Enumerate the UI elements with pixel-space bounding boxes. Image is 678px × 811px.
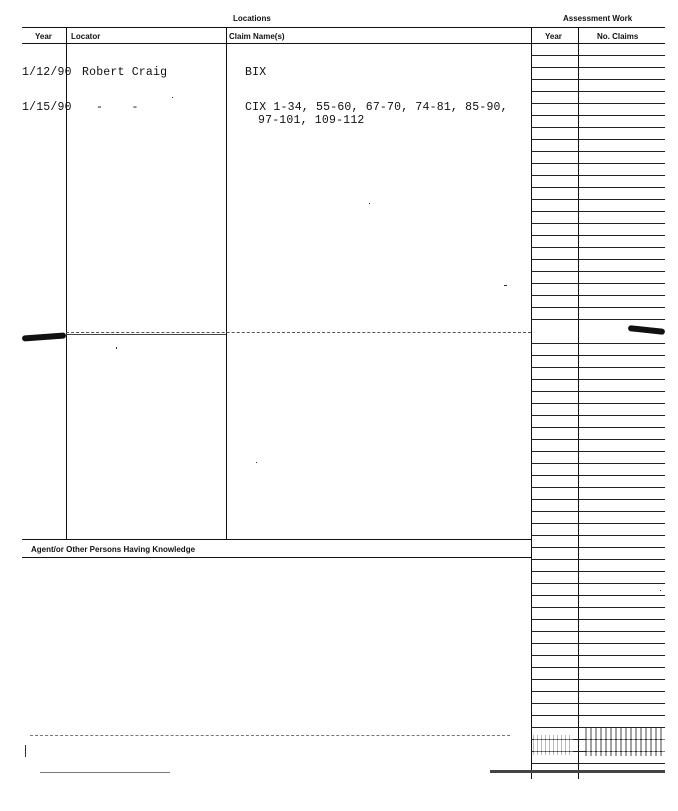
- col-header-aw-year: Year: [545, 32, 562, 41]
- agent-section-line: [22, 557, 531, 558]
- locations-title: Locations: [233, 14, 271, 23]
- speck: [116, 347, 117, 349]
- locations-table-bottom: [22, 539, 531, 540]
- entry-claims: BIX: [245, 66, 267, 79]
- speck: [256, 462, 257, 463]
- scan-noise-line: [30, 735, 510, 737]
- entry-claims-continued: 97-101, 109-112: [258, 114, 365, 127]
- entry-year: 1/15/90: [22, 101, 72, 114]
- speck: [504, 285, 507, 286]
- locator-claims-divider: [226, 27, 227, 539]
- speck: [172, 97, 173, 98]
- scan-noise-block: [585, 728, 665, 756]
- section-divider-left: [66, 334, 226, 335]
- speck: [25, 745, 26, 757]
- entry-year: 1/12/90: [22, 66, 72, 79]
- header-top-line: [22, 27, 665, 28]
- col-header-locator: Locator: [71, 32, 101, 41]
- speck: [369, 203, 370, 204]
- ink-blot-left: [22, 332, 66, 341]
- scan-noise-block: [533, 735, 573, 755]
- scan-noise-bottom-right: [490, 770, 665, 773]
- speck: [660, 590, 661, 591]
- col-header-no-claims: No. Claims: [597, 32, 639, 41]
- assessment-work-title: Assessment Work: [563, 14, 633, 23]
- header-bottom-line: [22, 43, 665, 44]
- entry-locator: Robert Craig: [82, 66, 168, 79]
- col-header-year: Year: [35, 32, 52, 41]
- agent-section-label: Agent/or Other Persons Having Knowledge: [31, 545, 196, 554]
- ink-blot-right: [628, 325, 665, 335]
- entry-locator: - -: [96, 101, 139, 114]
- scan-noise-bottom: [40, 772, 170, 773]
- entry-claims: CIX 1-34, 55-60, 67-70, 74-81, 85-90,: [245, 101, 508, 114]
- col-header-claim-names: Claim Name(s): [229, 32, 285, 41]
